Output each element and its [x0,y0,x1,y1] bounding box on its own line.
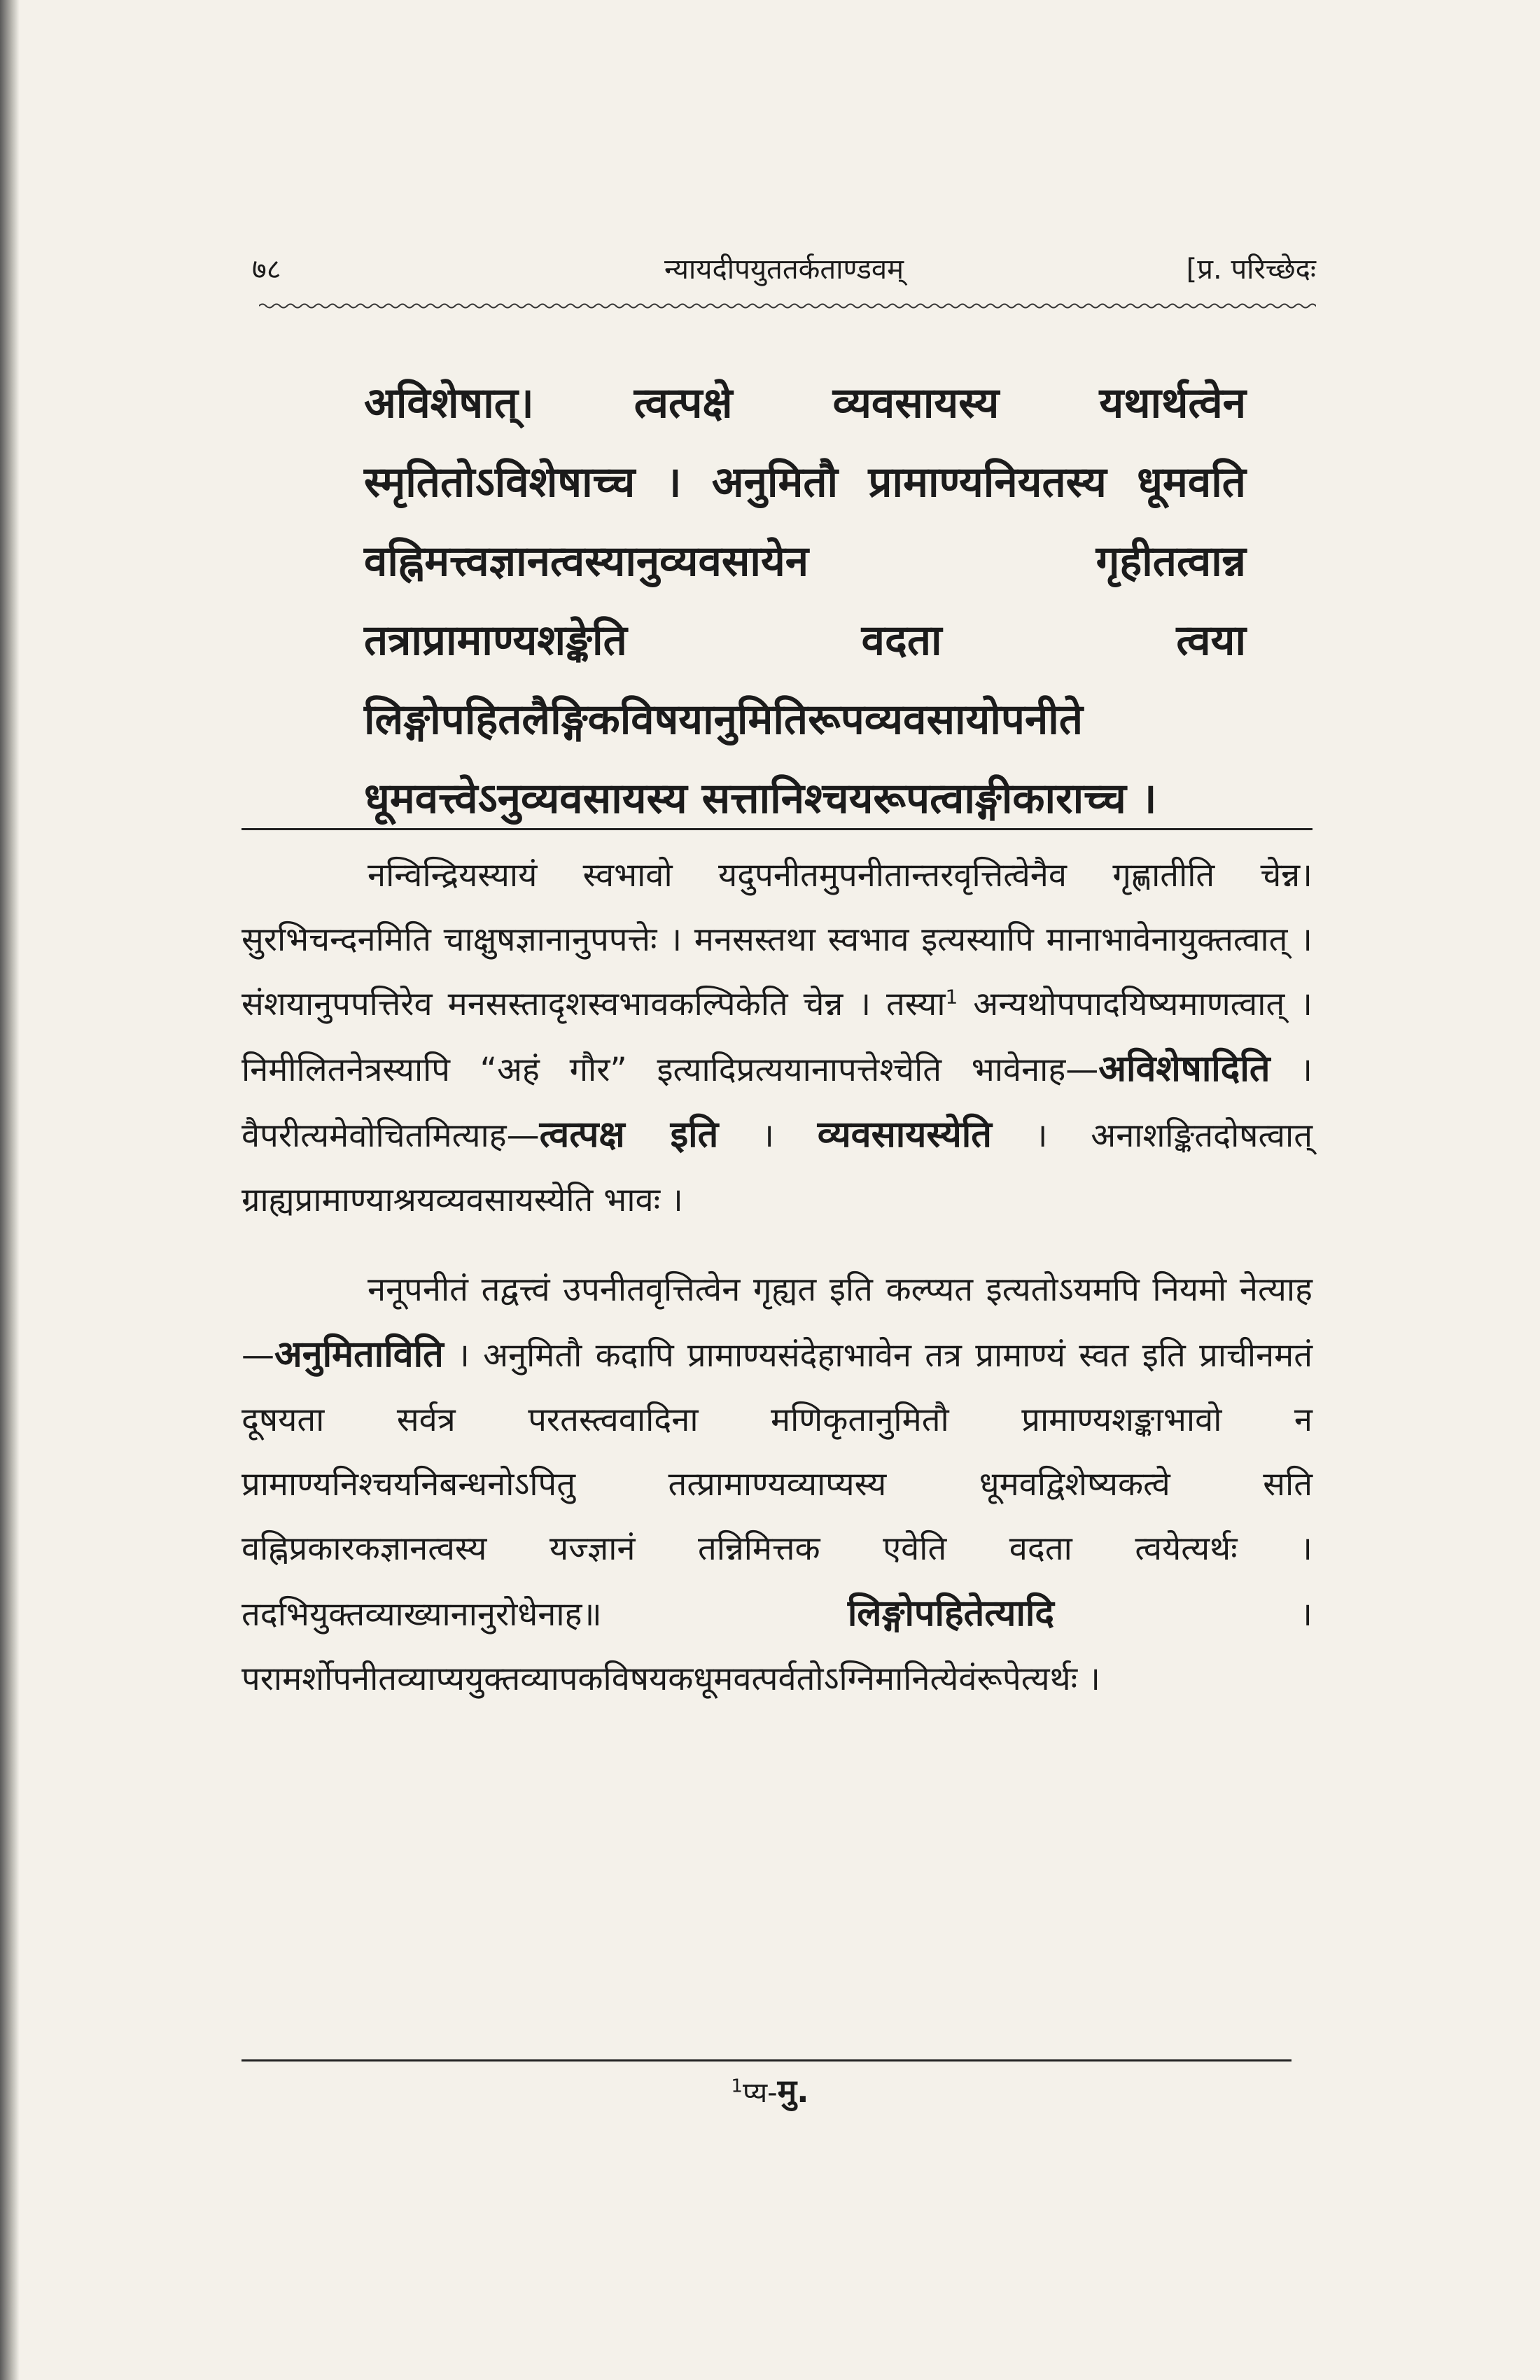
header-wavy-rule [259,301,1316,311]
commentary [241,844,1312,1712]
pratika: अविशेषादिति [1098,1048,1270,1090]
running-title: न्यायदीपयुततर्कताण्डवम् [664,253,904,286]
section-rule [241,828,1312,830]
pratika: व्यवसायस्येति [817,1114,992,1156]
commentary-paragraph-2: ननूपनीतं तद्वत्त्वं उपनीतवृत्तित्वेन गृह्यत इति कल्प्यत इत्यतोऽयमपि नियमो नेत्याह—अनुमिताविति । अनुमितौ कदापि प्रामाण्यसंदेहाभावेन तत्र प्रामाण्यं स्वत इति प्राचीनमतं दूषयता सर्वत्र परतस्त्ववादिना मणिकृतानुमितौ प्रामाण्यशङ्काभावो न प्रामाण्यनिश्चयनिबन्धनोऽपितु तत्प्रामाण्यव्याप्यस्य धूमवद्विशेष्यकत्वे सति वह्निप्रकारकज्ञानत्वस्य यज्ज्ञानं तन्निमित्तक एवेति वदता त्वयेत्यर्थः । तदभियुक्तव्याख्यानानुरोधेनाह॥ लिङ्गोपहितेत्यादि । परामर्शोपनीतव्याप्ययुक्तव्यापकविषयकधूमवत्पर्वतोऽग्निमानित्येवंरूपेत्यर्थः । [241,1270,1312,1698]
footnote-marker: 1 [945,985,958,1009]
pratika: लिङ्गोपहितेत्यादि [847,1592,1054,1634]
footnote-rule [241,2059,1292,2062]
pratika: त्वत्पक्ष इति [539,1114,719,1156]
mula-text: अविशेषात्। त्वत्पक्षे व्यवसायस्य यथार्थत्वेन स्मृतितोऽविशेषाच्च । अनुमितौ प्रामाण्यनियतस्य धूमवति वह्निमत्त्वज्ञानत्वस्यानुव्यवसायेन गृहीतत्वान्न तत्राप्रामाण्यशङ्केति वदता त्वया लिङ्गोपहितलैङ्गिकविषयानुमितिरूपव्यवसायोपनीते धूमवत्त्वेऽनुव्यवसायस्य सत्तानिश्चयरूपत्वाङ्गीकाराच्च । [364,379,1246,823]
footnote [0,2068,1540,2112]
footnote-number: 1 [731,2076,743,2097]
footnote-text: प्य- [742,2077,778,2109]
pratika: अनुमिताविति [274,1334,444,1376]
footnote-source: मु. [777,2072,809,2110]
chapter-label: [प्र. परिच्छेदः [1186,253,1316,286]
commentary-paragraph-1: नन्विन्द्रियस्यायं स्वभावो यदुपनीतमुपनीतान्तरवृत्तित्वेनैव गृह्णातीति चेन्न। सुरभिचन्दनमिति चाक्षुषज्ञानानुपपत्तेः । मनसस्तथा स्वभाव इत्यस्यापि मानाभावेनायुक्तत्वात् । संशयानुपपत्तिरेव मनसस्तादृशस्वभावकल्पिकेति चेन्न । तस्या$^1$ अन्यथोपपादयिष्यमाणत्वात् । निमीलितनेत्रस्यापि “अहं गौर” इत्यादिप्रत्ययानापत्तेश्चेति भावेनाह—अविशेषादिति । वैपरीत्यमेवोचितमित्याह—त्वत्पक्ष इति । व्यवसायस्येति । अनाशङ्कितदोषत्वात् ग्राह्यप्रामाण्याश्रयव्यवसायस्येति भावः । [241,856,1312,1219]
binding-edge [0,0,20,2380]
running-header [252,248,1316,298]
page-number: ७८ [252,253,281,286]
